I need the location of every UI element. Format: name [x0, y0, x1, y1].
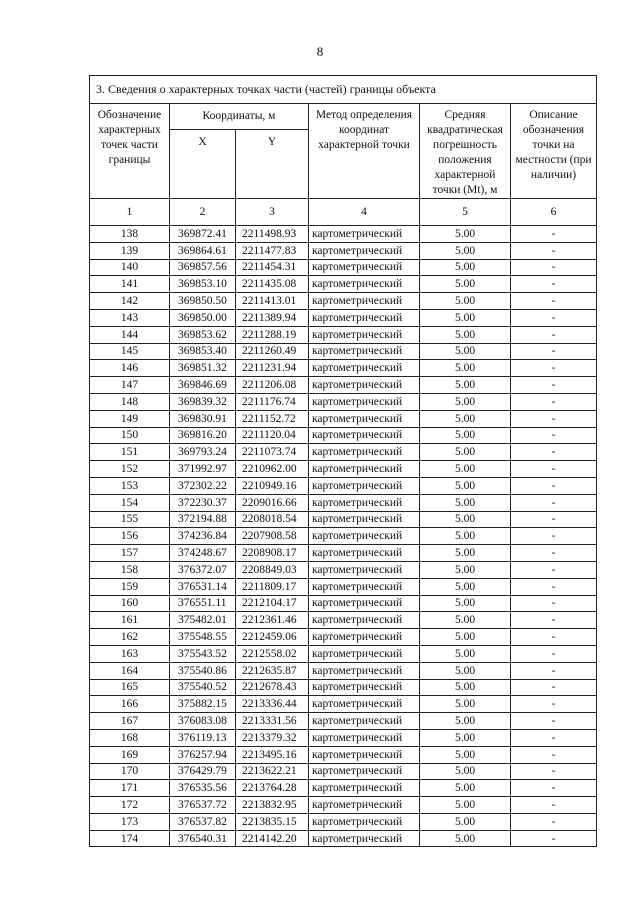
cell-mt: 5.00 [420, 595, 511, 612]
table-row [90, 276, 597, 293]
cell-description: - [511, 326, 597, 343]
cell-point-id: 168 [90, 729, 170, 746]
cell-y: 2212104.17 [236, 595, 309, 612]
cell-point-id: 170 [90, 763, 170, 780]
cell-description: - [511, 309, 597, 326]
cell-y: 2211120.04 [236, 427, 309, 444]
cell-x: 375543.52 [170, 645, 236, 662]
table-row [90, 326, 597, 343]
cell-point-id: 143 [90, 309, 170, 326]
cell-mt: 5.00 [420, 293, 511, 310]
cell-x: 369830.91 [170, 410, 236, 427]
cell-point-id: 165 [90, 679, 170, 696]
table-row [90, 393, 597, 410]
cell-x: 371992.97 [170, 461, 236, 478]
cell-mt: 5.00 [420, 444, 511, 461]
cell-y: 2211498.93 [236, 226, 309, 243]
cell-method: картометрический [309, 444, 420, 461]
cell-x: 369864.61 [170, 242, 236, 259]
cell-y: 2212635.87 [236, 662, 309, 679]
cell-point-id: 160 [90, 595, 170, 612]
cell-mt: 5.00 [420, 477, 511, 494]
cell-method: картометрический [309, 494, 420, 511]
cell-x: 374248.67 [170, 545, 236, 562]
cell-mt: 5.00 [420, 662, 511, 679]
cell-method: картометрический [309, 293, 420, 310]
cell-y: 2214142.20 [236, 830, 309, 847]
cell-description: - [511, 763, 597, 780]
cell-y: 2211435.08 [236, 276, 309, 293]
cell-y: 2211231.94 [236, 360, 309, 377]
table-row [90, 645, 597, 662]
cell-x: 374236.84 [170, 528, 236, 545]
cell-point-id: 145 [90, 343, 170, 360]
table-row [90, 427, 597, 444]
cell-mt: 5.00 [420, 746, 511, 763]
column-number: 1 [90, 199, 170, 226]
cell-description: - [511, 830, 597, 847]
cell-x: 369872.41 [170, 226, 236, 243]
cell-x: 376119.13 [170, 729, 236, 746]
cell-point-id: 169 [90, 746, 170, 763]
cell-mt: 5.00 [420, 578, 511, 595]
cell-description: - [511, 662, 597, 679]
cell-point-id: 159 [90, 578, 170, 595]
cell-description: - [511, 595, 597, 612]
header-point-designation: Обозначение характерных точек части границы [90, 104, 170, 199]
cell-x: 369853.62 [170, 326, 236, 343]
column-number: 5 [420, 199, 511, 226]
cell-description: - [511, 293, 597, 310]
cell-mt: 5.00 [420, 276, 511, 293]
cell-point-id: 150 [90, 427, 170, 444]
table-row [90, 696, 597, 713]
cell-x: 376531.14 [170, 578, 236, 595]
column-number: 2 [170, 199, 236, 226]
cell-x: 369793.24 [170, 444, 236, 461]
table-row [90, 259, 597, 276]
cell-y: 2211389.94 [236, 309, 309, 326]
cell-mt: 5.00 [420, 813, 511, 830]
cell-method: картометрический [309, 377, 420, 394]
cell-x: 376257.94 [170, 746, 236, 763]
cell-y: 2212361.46 [236, 612, 309, 629]
cell-method: картометрический [309, 578, 420, 595]
column-number: 3 [236, 199, 309, 226]
cell-method: картометрический [309, 360, 420, 377]
cell-method: картометрический [309, 813, 420, 830]
cell-point-id: 172 [90, 797, 170, 814]
cell-x: 369857.56 [170, 259, 236, 276]
cell-point-id: 173 [90, 813, 170, 830]
cell-mt: 5.00 [420, 713, 511, 730]
cell-y: 2211176.74 [236, 393, 309, 410]
cell-point-id: 147 [90, 377, 170, 394]
table-title: 3. Сведения о характерных точках части (частей) границы объекта [90, 76, 597, 104]
cell-y: 2210949.16 [236, 477, 309, 494]
cell-x: 376372.07 [170, 561, 236, 578]
cell-method: картометрический [309, 729, 420, 746]
cell-y: 2211260.49 [236, 343, 309, 360]
cell-mt: 5.00 [420, 780, 511, 797]
cell-method: картометрический [309, 226, 420, 243]
cell-y: 2208018.54 [236, 511, 309, 528]
cell-mt: 5.00 [420, 612, 511, 629]
cell-mt: 5.00 [420, 309, 511, 326]
cell-mt: 5.00 [420, 326, 511, 343]
cell-point-id: 167 [90, 713, 170, 730]
cell-x: 375548.55 [170, 629, 236, 646]
cell-point-id: 171 [90, 780, 170, 797]
cell-description: - [511, 343, 597, 360]
boundary-points-table [89, 75, 597, 847]
header-mt: Средняя квадратическая погрешность положения характерной точки (Mt), м [420, 104, 511, 199]
cell-point-id: 141 [90, 276, 170, 293]
cell-x: 369850.00 [170, 309, 236, 326]
cell-y: 2211477.83 [236, 242, 309, 259]
cell-mt: 5.00 [420, 410, 511, 427]
cell-x: 376537.82 [170, 813, 236, 830]
cell-description: - [511, 276, 597, 293]
table-row [90, 813, 597, 830]
cell-point-id: 146 [90, 360, 170, 377]
cell-method: картометрический [309, 343, 420, 360]
table-row [90, 578, 597, 595]
cell-method: картометрический [309, 242, 420, 259]
cell-x: 369853.10 [170, 276, 236, 293]
cell-x: 372302.22 [170, 477, 236, 494]
cell-y: 2213336.44 [236, 696, 309, 713]
cell-y: 2213832.95 [236, 797, 309, 814]
cell-method: картометрический [309, 763, 420, 780]
cell-point-id: 156 [90, 528, 170, 545]
cell-method: картометрический [309, 511, 420, 528]
table-row [90, 612, 597, 629]
cell-description: - [511, 561, 597, 578]
table-row [90, 461, 597, 478]
cell-description: - [511, 629, 597, 646]
cell-point-id: 149 [90, 410, 170, 427]
cell-method: картометрический [309, 713, 420, 730]
table-row [90, 780, 597, 797]
table-row [90, 360, 597, 377]
cell-y: 2213835.15 [236, 813, 309, 830]
cell-point-id: 155 [90, 511, 170, 528]
cell-description: - [511, 528, 597, 545]
cell-mt: 5.00 [420, 377, 511, 394]
table-row [90, 494, 597, 511]
cell-method: картометрический [309, 662, 420, 679]
cell-description: - [511, 393, 597, 410]
cell-description: - [511, 477, 597, 494]
cell-description: - [511, 444, 597, 461]
table-body [90, 226, 597, 847]
cell-description: - [511, 746, 597, 763]
cell-method: картометрический [309, 595, 420, 612]
cell-method: картометрический [309, 746, 420, 763]
cell-method: картометрический [309, 309, 420, 326]
cell-description: - [511, 679, 597, 696]
cell-method: картометрический [309, 797, 420, 814]
cell-y: 2211454.31 [236, 259, 309, 276]
cell-method: картометрический [309, 410, 420, 427]
cell-mt: 5.00 [420, 629, 511, 646]
table-row [90, 477, 597, 494]
cell-mt: 5.00 [420, 393, 511, 410]
cell-point-id: 161 [90, 612, 170, 629]
cell-point-id: 151 [90, 444, 170, 461]
cell-y: 2208849.03 [236, 561, 309, 578]
cell-method: картометрический [309, 696, 420, 713]
cell-method: картометрический [309, 561, 420, 578]
cell-y: 2213495.16 [236, 746, 309, 763]
cell-point-id: 154 [90, 494, 170, 511]
cell-x: 375482.01 [170, 612, 236, 629]
table-row [90, 343, 597, 360]
cell-method: картометрический [309, 629, 420, 646]
cell-y: 2212558.02 [236, 645, 309, 662]
table-row [90, 662, 597, 679]
header-description: Описание обозначения точки на местности (при наличии) [511, 104, 597, 199]
cell-x: 376551.11 [170, 595, 236, 612]
cell-y: 2211073.74 [236, 444, 309, 461]
table-row [90, 746, 597, 763]
cell-description: - [511, 696, 597, 713]
cell-description: - [511, 410, 597, 427]
cell-y: 2212459.06 [236, 629, 309, 646]
cell-point-id: 140 [90, 259, 170, 276]
header-coordinates: Координаты, м [170, 104, 309, 130]
cell-mt: 5.00 [420, 797, 511, 814]
cell-x: 369846.69 [170, 377, 236, 394]
cell-x: 375882.15 [170, 696, 236, 713]
cell-y: 2210962.00 [236, 461, 309, 478]
cell-point-id: 164 [90, 662, 170, 679]
cell-y: 2213331.56 [236, 713, 309, 730]
cell-point-id: 142 [90, 293, 170, 310]
cell-x: 376535.56 [170, 780, 236, 797]
cell-x: 369850.50 [170, 293, 236, 310]
cell-mt: 5.00 [420, 696, 511, 713]
cell-description: - [511, 259, 597, 276]
column-number: 4 [309, 199, 420, 226]
cell-y: 2207908.58 [236, 528, 309, 545]
table-row [90, 242, 597, 259]
cell-method: картометрический [309, 830, 420, 847]
cell-x: 372194.88 [170, 511, 236, 528]
cell-point-id: 138 [90, 226, 170, 243]
cell-point-id: 163 [90, 645, 170, 662]
table-row [90, 561, 597, 578]
cell-method: картометрический [309, 326, 420, 343]
cell-description: - [511, 360, 597, 377]
cell-mt: 5.00 [420, 528, 511, 545]
header-method: Метод определения координат характерной точки [309, 104, 420, 199]
cell-description: - [511, 578, 597, 595]
cell-point-id: 148 [90, 393, 170, 410]
cell-y: 2211413.01 [236, 293, 309, 310]
cell-method: картометрический [309, 679, 420, 696]
table-row [90, 797, 597, 814]
cell-y: 2213764.28 [236, 780, 309, 797]
cell-method: картометрический [309, 259, 420, 276]
cell-method: картометрический [309, 427, 420, 444]
cell-point-id: 174 [90, 830, 170, 847]
cell-x: 369853.40 [170, 343, 236, 360]
cell-y: 2212678.43 [236, 679, 309, 696]
cell-mt: 5.00 [420, 343, 511, 360]
cell-description: - [511, 729, 597, 746]
cell-description: - [511, 612, 597, 629]
cell-description: - [511, 645, 597, 662]
table-row [90, 511, 597, 528]
cell-method: картометрический [309, 645, 420, 662]
table-row [90, 713, 597, 730]
cell-method: картометрический [309, 276, 420, 293]
cell-point-id: 162 [90, 629, 170, 646]
table-row [90, 679, 597, 696]
cell-description: - [511, 797, 597, 814]
cell-mt: 5.00 [420, 259, 511, 276]
cell-description: - [511, 813, 597, 830]
cell-mt: 5.00 [420, 242, 511, 259]
cell-mt: 5.00 [420, 763, 511, 780]
cell-mt: 5.00 [420, 360, 511, 377]
cell-description: - [511, 545, 597, 562]
header-y: Y [236, 129, 309, 198]
cell-x: 376429.79 [170, 763, 236, 780]
cell-method: картометрический [309, 461, 420, 478]
cell-y: 2211809.17 [236, 578, 309, 595]
cell-mt: 5.00 [420, 561, 511, 578]
table-row [90, 830, 597, 847]
cell-mt: 5.00 [420, 679, 511, 696]
cell-mt: 5.00 [420, 545, 511, 562]
cell-x: 375540.86 [170, 662, 236, 679]
page-number: 8 [316, 44, 324, 59]
column-number: 6 [511, 199, 597, 226]
table-row [90, 226, 597, 243]
cell-x: 375540.52 [170, 679, 236, 696]
cell-description: - [511, 494, 597, 511]
cell-method: картометрический [309, 780, 420, 797]
table-row [90, 377, 597, 394]
cell-x: 369816.20 [170, 427, 236, 444]
table-row [90, 763, 597, 780]
cell-description: - [511, 427, 597, 444]
cell-x: 369851.32 [170, 360, 236, 377]
cell-y: 2213379.32 [236, 729, 309, 746]
cell-y: 2211206.08 [236, 377, 309, 394]
table-row [90, 293, 597, 310]
cell-point-id: 153 [90, 477, 170, 494]
cell-point-id: 166 [90, 696, 170, 713]
cell-description: - [511, 242, 597, 259]
table-row [90, 595, 597, 612]
table-row [90, 410, 597, 427]
cell-x: 369839.32 [170, 393, 236, 410]
column-number-row [90, 199, 597, 226]
cell-mt: 5.00 [420, 830, 511, 847]
cell-method: картометрический [309, 477, 420, 494]
cell-point-id: 139 [90, 242, 170, 259]
cell-mt: 5.00 [420, 511, 511, 528]
cell-method: картометрический [309, 612, 420, 629]
cell-description: - [511, 226, 597, 243]
cell-mt: 5.00 [420, 494, 511, 511]
cell-point-id: 144 [90, 326, 170, 343]
table-row [90, 729, 597, 746]
cell-mt: 5.00 [420, 461, 511, 478]
cell-y: 2208908.17 [236, 545, 309, 562]
cell-y: 2209016.66 [236, 494, 309, 511]
cell-y: 2211288.19 [236, 326, 309, 343]
table-row [90, 528, 597, 545]
cell-method: картометрический [309, 545, 420, 562]
cell-x: 376540.31 [170, 830, 236, 847]
cell-description: - [511, 780, 597, 797]
cell-point-id: 157 [90, 545, 170, 562]
cell-description: - [511, 511, 597, 528]
cell-y: 2213622.21 [236, 763, 309, 780]
table-row [90, 309, 597, 326]
cell-x: 376083.08 [170, 713, 236, 730]
cell-point-id: 158 [90, 561, 170, 578]
cell-description: - [511, 377, 597, 394]
table-row [90, 444, 597, 461]
cell-description: - [511, 713, 597, 730]
cell-method: картометрический [309, 393, 420, 410]
cell-mt: 5.00 [420, 645, 511, 662]
table-row [90, 545, 597, 562]
cell-mt: 5.00 [420, 729, 511, 746]
cell-description: - [511, 461, 597, 478]
cell-x: 372230.37 [170, 494, 236, 511]
cell-method: картометрический [309, 528, 420, 545]
cell-y: 2211152.72 [236, 410, 309, 427]
cell-point-id: 152 [90, 461, 170, 478]
cell-mt: 5.00 [420, 427, 511, 444]
header-x: X [170, 129, 236, 198]
cell-mt: 5.00 [420, 226, 511, 243]
cell-x: 376537.72 [170, 797, 236, 814]
table-row [90, 629, 597, 646]
